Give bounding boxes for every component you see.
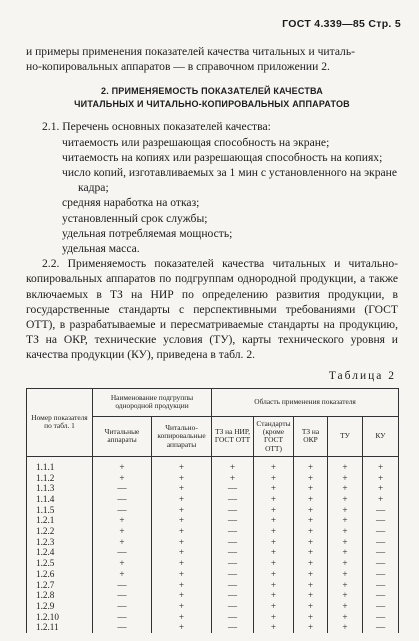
mark-cell: +	[152, 601, 212, 612]
mark-cell: —	[93, 505, 152, 516]
mark-cell: +	[93, 473, 152, 484]
row-number-cell: 1.2.2	[27, 526, 93, 537]
mark-cell: +	[328, 580, 363, 591]
table-row	[27, 526, 399, 537]
mark-cell: +	[294, 580, 328, 591]
mark-cell: —	[212, 547, 254, 558]
table-row	[27, 547, 399, 558]
mark-cell: —	[212, 537, 254, 548]
mark-cell: +	[254, 612, 294, 623]
clause-2-1: 2.1. Перечень основных показателей качества:	[42, 120, 271, 134]
mark-cell: +	[254, 601, 294, 612]
table-row	[27, 537, 399, 548]
mark-cell: +	[294, 483, 328, 494]
mark-cell: +	[363, 494, 399, 505]
table-row	[27, 558, 399, 569]
row-number-cell: 1.2.7	[27, 580, 93, 591]
mark-cell: +	[294, 473, 328, 484]
mark-cell: —	[93, 612, 152, 623]
mark-cell: +	[328, 601, 363, 612]
mark-cell: +	[328, 569, 363, 580]
mark-cell: —	[212, 494, 254, 505]
mark-cell: —	[363, 590, 399, 601]
mark-cell: +	[93, 456, 152, 472]
list-item: удельная масса.	[62, 242, 140, 256]
list-item: читаемость или разрешающая способность на экране;	[62, 135, 330, 149]
mark-cell: +	[294, 547, 328, 558]
mark-cell: +	[254, 456, 294, 472]
mark-cell: +	[254, 580, 294, 591]
mark-cell: —	[212, 526, 254, 537]
mark-cell: —	[93, 601, 152, 612]
mark-cell: +	[152, 612, 212, 623]
mark-cell: +	[328, 537, 363, 548]
mark-cell: +	[152, 590, 212, 601]
table-row	[27, 483, 399, 494]
mark-cell: +	[328, 494, 363, 505]
mark-cell: +	[254, 537, 294, 548]
mark-cell: +	[294, 515, 328, 526]
mark-cell: +	[294, 622, 328, 633]
table-caption: Таблица 2	[328, 369, 396, 382]
mark-cell: —	[363, 558, 399, 569]
mark-cell: +	[294, 601, 328, 612]
mark-cell: +	[294, 505, 328, 516]
mark-cell: +	[152, 473, 212, 484]
mark-cell: +	[254, 558, 294, 569]
mark-cell: —	[363, 547, 399, 558]
mark-cell: —	[212, 483, 254, 494]
col-tu: ТУ	[328, 416, 363, 456]
mark-cell: +	[328, 456, 363, 472]
row-number-cell: 1.2.3	[27, 537, 93, 548]
mark-cell: —	[93, 547, 152, 558]
header-product-group: Наименование подгруппы однородной продукции	[93, 388, 212, 416]
mark-cell: —	[93, 622, 152, 633]
mark-cell: +	[294, 569, 328, 580]
row-number-cell: 1.1.4	[27, 494, 93, 505]
mark-cell: —	[212, 590, 254, 601]
mark-cell: +	[93, 558, 152, 569]
mark-cell: +	[328, 590, 363, 601]
mark-cell: +	[152, 526, 212, 537]
mark-cell: —	[363, 580, 399, 591]
mark-cell: +	[254, 483, 294, 494]
mark-cell: +	[152, 456, 212, 472]
mark-cell: —	[93, 483, 152, 494]
row-number-cell: 1.1.5	[27, 505, 93, 516]
mark-cell: —	[212, 505, 254, 516]
section-title-line-2: ЧИТАЛЬНЫХ И ЧИТАЛЬНО-КОПИРОВАЛЬНЫХ АППАРАТОВ	[74, 99, 350, 110]
mark-cell: +	[294, 494, 328, 505]
table-row	[27, 622, 399, 633]
mark-cell: +	[152, 622, 212, 633]
mark-cell: +	[294, 590, 328, 601]
col-reading-devices: Читальные аппараты	[93, 416, 152, 456]
mark-cell: +	[152, 547, 212, 558]
mark-cell: +	[152, 537, 212, 548]
clause-2-2: 2.2. Применяемость показателей качества читальных и читально-копировальных аппаратов по подгруппам однородной продукции, а также включаемых в ТЗ на НИР по определению развития продукции, в государственные стандарты с перспективными требованиями (ГОСТ ОТТ), в разрабатываемые и пересматриваемые стандарты на продукцию, ТЗ на ОКР, технические условия (ТУ), карты технического уровня и качества продукции (КУ), приведена в табл. 2.	[26, 257, 398, 362]
table-row	[27, 569, 399, 580]
mark-cell: —	[363, 601, 399, 612]
mark-cell: +	[254, 590, 294, 601]
page-header: ГОСТ 4.339—85 Стр. 5	[282, 18, 401, 30]
table-row	[27, 601, 399, 612]
mark-cell: +	[212, 473, 254, 484]
header-indicator-number: Номер показателя по табл. 1	[27, 388, 93, 456]
mark-cell: +	[294, 612, 328, 623]
mark-cell: —	[363, 537, 399, 548]
mark-cell: —	[363, 622, 399, 633]
mark-cell: +	[152, 580, 212, 591]
mark-cell: —	[363, 505, 399, 516]
mark-cell: +	[212, 456, 254, 472]
mark-cell: —	[363, 515, 399, 526]
mark-cell: +	[152, 494, 212, 505]
table-row	[27, 505, 399, 516]
row-number-cell: 1.1.2	[27, 473, 93, 484]
mark-cell: +	[254, 473, 294, 484]
applicability-table	[26, 388, 399, 633]
mark-cell: —	[93, 494, 152, 505]
mark-cell: +	[328, 612, 363, 623]
mark-cell: +	[93, 537, 152, 548]
mark-cell: +	[254, 569, 294, 580]
mark-cell: +	[328, 622, 363, 633]
list-item: число копий, изготавливаемых за 1 мин с установленного на экране кадра;	[62, 166, 397, 195]
page-content	[26, 44, 398, 633]
table-row	[27, 612, 399, 623]
row-number-cell: 1.2.11	[27, 622, 93, 633]
mark-cell: +	[254, 494, 294, 505]
mark-cell: +	[363, 473, 399, 484]
mark-cell: +	[93, 515, 152, 526]
intro-line-2: но-копировальных аппаратов — в справочном приложении 2.	[26, 60, 330, 74]
table-row	[27, 456, 399, 472]
mark-cell: —	[212, 580, 254, 591]
mark-cell: +	[294, 456, 328, 472]
mark-cell: +	[294, 526, 328, 537]
mark-cell: —	[212, 601, 254, 612]
mark-cell: —	[93, 590, 152, 601]
list-item: установленный срок службы;	[62, 211, 208, 225]
mark-cell: +	[363, 483, 399, 494]
col-tz-nir: ТЗ на НИР, ГОСТ ОТТ	[212, 416, 254, 456]
mark-cell: —	[212, 622, 254, 633]
mark-cell: +	[254, 547, 294, 558]
row-number-cell: 1.2.10	[27, 612, 93, 623]
mark-cell: +	[328, 473, 363, 484]
row-number-cell: 1.2.6	[27, 569, 93, 580]
list-item: удельная потребляемая мощность;	[62, 226, 233, 240]
indicator-list	[62, 135, 398, 257]
list-item: читаемость на копиях или разрешающая способность на копиях;	[62, 150, 383, 164]
mark-cell: —	[363, 612, 399, 623]
table-row	[27, 580, 399, 591]
row-number-cell: 1.2.4	[27, 547, 93, 558]
mark-cell: +	[254, 505, 294, 516]
section-title	[26, 85, 398, 111]
mark-cell: +	[152, 515, 212, 526]
mark-cell: +	[328, 558, 363, 569]
mark-cell: +	[152, 569, 212, 580]
mark-cell: +	[254, 515, 294, 526]
row-number-cell: 1.2.9	[27, 601, 93, 612]
table-row	[27, 494, 399, 505]
mark-cell: +	[93, 526, 152, 537]
mark-cell: —	[212, 558, 254, 569]
mark-cell: +	[328, 547, 363, 558]
mark-cell: +	[294, 558, 328, 569]
mark-cell: +	[152, 558, 212, 569]
mark-cell: +	[328, 526, 363, 537]
table-row	[27, 473, 399, 484]
table-body	[27, 456, 399, 633]
mark-cell: +	[152, 505, 212, 516]
row-number-cell: 1.2.8	[27, 590, 93, 601]
list-item: средняя наработка на отказ;	[62, 196, 200, 210]
row-number-cell: 1.2.1	[27, 515, 93, 526]
mark-cell: —	[363, 569, 399, 580]
mark-cell: —	[212, 612, 254, 623]
row-number-cell: 1.1.3	[27, 483, 93, 494]
header-application-area: Область применения показателя	[212, 388, 399, 416]
section-title-line-1: 2. ПРИМЕНЯЕМОСТЬ ПОКАЗАТЕЛЕЙ КАЧЕСТВА	[101, 86, 323, 97]
mark-cell: +	[152, 483, 212, 494]
mark-cell: —	[363, 526, 399, 537]
col-reading-copying-devices: Читально-копировальные аппараты	[152, 416, 212, 456]
col-standards: Стандарты (кроме ГОСТ ОТТ)	[254, 416, 294, 456]
col-tz-okr: ТЗ на ОКР	[294, 416, 328, 456]
table-row	[27, 515, 399, 526]
mark-cell: +	[294, 537, 328, 548]
table-row	[27, 590, 399, 601]
col-ku: КУ	[363, 416, 399, 456]
mark-cell: +	[254, 526, 294, 537]
mark-cell: +	[363, 456, 399, 472]
intro-line-1: и примеры применения показателей качества читальных и читаль-	[26, 45, 355, 58]
mark-cell: +	[328, 505, 363, 516]
mark-cell: +	[328, 515, 363, 526]
mark-cell: —	[212, 515, 254, 526]
row-number-cell: 1.2.5	[27, 558, 93, 569]
mark-cell: —	[93, 580, 152, 591]
mark-cell: +	[254, 622, 294, 633]
mark-cell: —	[212, 569, 254, 580]
row-number-cell: 1.1.1	[27, 456, 93, 472]
mark-cell: +	[93, 569, 152, 580]
mark-cell: +	[328, 483, 363, 494]
